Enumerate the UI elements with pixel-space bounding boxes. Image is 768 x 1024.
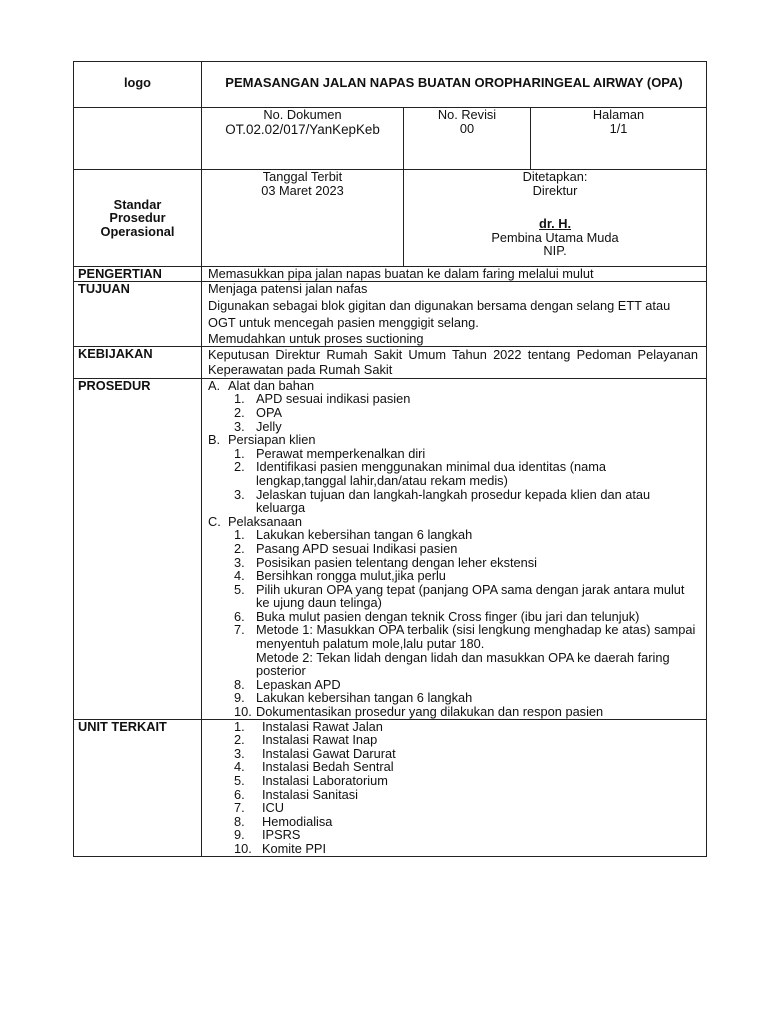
list-item: 2. Pasang APD sesuai Indikasi pasien: [234, 540, 458, 556]
section-marker: C.: [208, 513, 221, 529]
section-pelaksanaan: [208, 515, 698, 719]
pengertian-text: Memasukkan pipa jalan napas buatan ke dalam faring melalui mulut: [202, 267, 707, 282]
list-item: 2. OPA: [234, 404, 283, 420]
list-item: 10. Komite PPI: [234, 840, 327, 856]
document-title: PEMASANGAN JALAN NAPAS BUATAN OROPHARINGEAL AIRWAY (OPA): [202, 62, 707, 108]
tujuan-content: [202, 281, 707, 346]
issue-date-cell: [202, 170, 404, 267]
list-item: 2. Instalasi Rawat Inap: [234, 732, 378, 748]
tujuan-item: Digunakan sebagai blok gigitan dan digunakan bersama dengan selang ETT atau OGT untuk mencegah pasien menggigit selang.: [208, 298, 671, 330]
page-label: Halaman: [592, 107, 645, 122]
sop-table: [73, 61, 707, 857]
approval-cell: [404, 170, 707, 267]
signer-nip: NIP.: [543, 243, 567, 259]
unit-terkait-content: [202, 719, 707, 856]
signer-rank: Pembina Utama Muda: [491, 229, 619, 245]
list-item: 7. Metode 1: Masukkan OPA terbalik (sisi lengkung menghadap ke atas) sampai menyentuh palatum mole,lalu putar 180. Metode 2: Tekan lidah dengan lidah dan masukkan OPA ke daerah faring posterior: [234, 622, 696, 679]
doc-number-value: OT.02.02/017/YanKepKeb: [225, 121, 380, 137]
list-item: 3. Jelaskan tujuan dan langkah-langkah prosedur kepada klien dan atau keluarga: [234, 486, 651, 516]
list-item: 3. Jelly: [234, 418, 282, 434]
list-item: 6. Instalasi Sanitasi: [234, 786, 359, 802]
list-item: 3. Instalasi Gawat Darurat: [234, 745, 396, 761]
tujuan-label: TUJUAN: [74, 281, 202, 346]
issue-date-value: 03 Maret 2023: [261, 182, 344, 198]
list-item: 10. Dokumentasikan prosedur yang dilakukan dan respon pasien: [234, 704, 604, 720]
section-alat-bahan: [208, 379, 698, 433]
list-item: 1. Instalasi Rawat Jalan: [234, 718, 383, 734]
section-marker: A.: [208, 377, 221, 393]
revision-cell: [404, 108, 531, 170]
kebijakan-label: KEBIJAKAN: [74, 346, 202, 378]
header-spacer: [74, 108, 202, 170]
signer-name: dr. H.: [539, 216, 572, 232]
page-cell: [531, 108, 707, 170]
list-item: 1. Lakukan kebersihan tangan 6 langkah: [234, 527, 473, 543]
list-item: 9. Lakukan kebersihan tangan 6 langkah: [234, 690, 473, 706]
doc-number-cell: [202, 108, 404, 170]
unit-terkait-label: UNIT TERKAIT: [74, 719, 202, 856]
sop-document: [73, 61, 706, 857]
revision-value: 00: [459, 120, 475, 136]
page-value: 1/1: [609, 120, 628, 136]
approval-label: Ditetapkan:: [522, 169, 588, 184]
list-item: 5. Pilih ukuran OPA yang tepat (panjang OPA sama dengan jarak antara mulut ke ujung daun telinga): [234, 581, 685, 611]
prosedur-sections: [208, 379, 698, 719]
logo-placeholder: logo: [74, 62, 202, 108]
list-item: 1. APD sesuai indikasi pasien: [234, 391, 411, 407]
section-persiapan-klien: [208, 433, 698, 515]
list-item: 7. ICU: [234, 800, 285, 816]
list-item: 4. Instalasi Bedah Sentral: [234, 759, 394, 775]
list-item: 8. Hemodialisa: [234, 813, 333, 829]
section-title: Persiapan klien: [228, 432, 316, 448]
list-item: 2. Identifikasi pasien menggunakan minimal dua identitas (nama lengkap,tanggal lahir,dan/atau rekam medis): [234, 459, 606, 488]
list-item: 3. Posisikan pasien telentang dengan leher ekstensi: [234, 554, 538, 570]
list-item: 6. Buka mulut pasien dengan teknik Cross finger (ibu jari dan telunjuk): [234, 608, 640, 624]
tujuan-item: Memudahkan untuk proses suctioning: [208, 331, 424, 347]
pengertian-label: PENGERTIAN: [74, 267, 202, 282]
spo-label: Standar Prosedur Operasional: [74, 170, 202, 267]
doc-number-label: No. Dokumen: [263, 107, 342, 122]
list-item: 9. IPSRS: [234, 827, 301, 843]
section-title: Alat dan bahan: [228, 377, 315, 393]
tujuan-item: Menjaga patensi jalan nafas: [208, 280, 368, 296]
list-item: 8. Lepaskan APD: [234, 676, 341, 692]
list-item: 4. Bersihkan rongga mulut,jika perlu: [234, 568, 446, 584]
prosedur-label: PROSEDUR: [74, 378, 202, 719]
list-item: 1. Perawat memperkenalkan diri: [234, 445, 426, 461]
revision-label: No. Revisi: [437, 107, 497, 122]
kebijakan-text: Keputusan Direktur Rumah Sakit Umum Tahun 2022 tentang Pedoman Pelayanan Keperawatan pada Rumah Sakit: [202, 346, 707, 378]
list-item: 5. Instalasi Laboratorium: [234, 773, 388, 788]
section-marker: B.: [208, 432, 221, 448]
prosedur-content: [202, 378, 707, 719]
issue-date-label: Tanggal Terbit: [262, 169, 343, 184]
approval-role: Direktur: [532, 182, 578, 198]
section-title: Pelaksanaan: [228, 513, 302, 529]
